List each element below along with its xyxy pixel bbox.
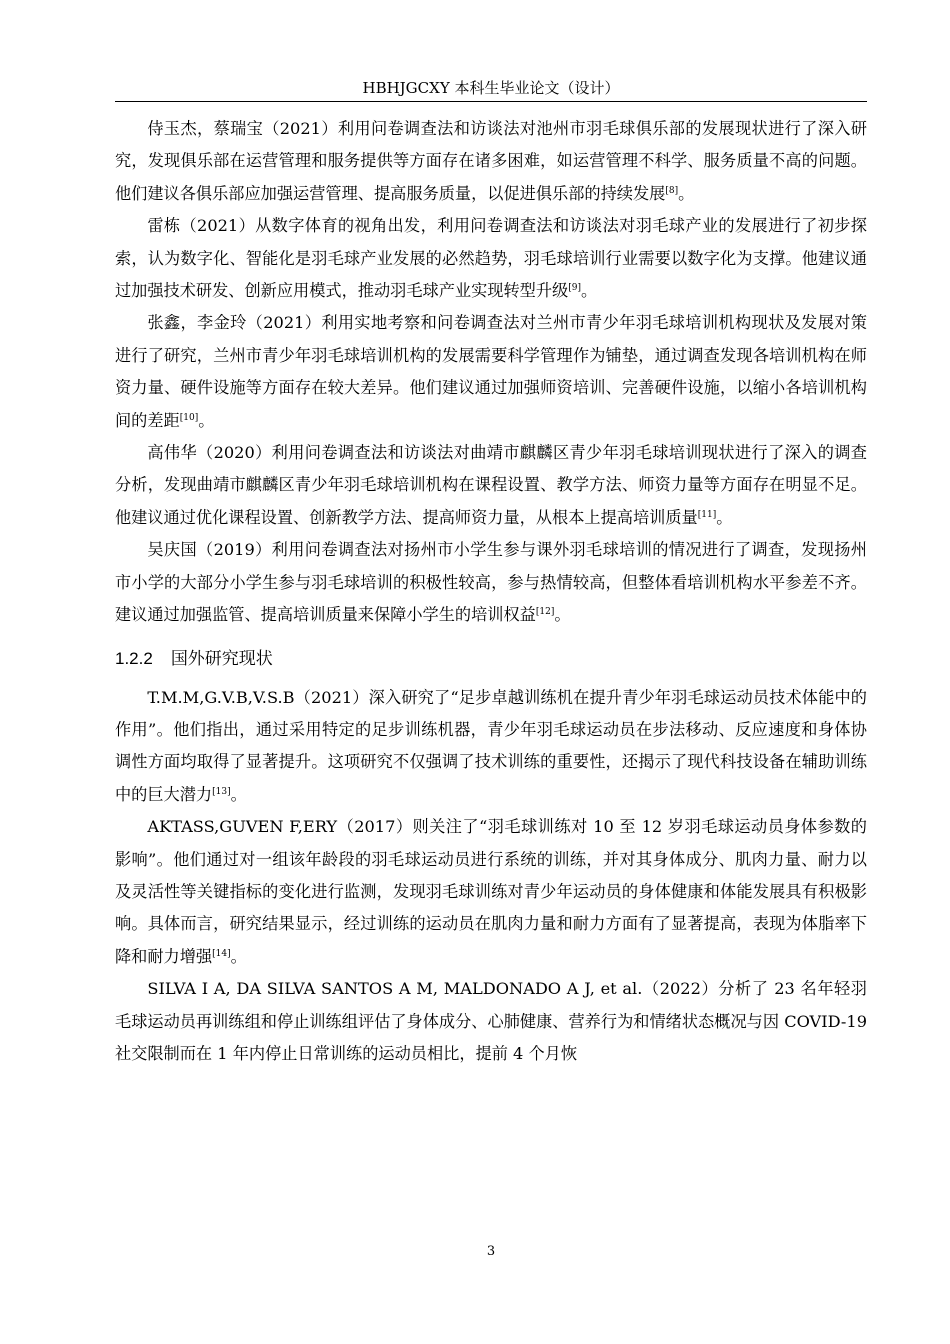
- citation-ref: [10]: [179, 412, 199, 423]
- paragraph-text: 吴庆国（2019）利用问卷调查法对扬州市小学生参与课外羽毛球培训的情况进行了调查，发现扬州市小学的大部分小学生参与羽毛球培训的积极性较高，参与热情较高，但整体看培训机构水平参差不齐。建议通过加强监管、提高培训质量来保障小学生的培训权益: [115, 540, 867, 625]
- sentence-end: 。: [678, 183, 695, 203]
- paragraph-text: 雷栋（2021）从数字体育的视角出发，利用问卷调查法和访谈法对羽毛球产业的发展进行了初步探索，认为数字化、智能化是羽毛球产业发展的必然趋势，羽毛球培训行业需要以数字化为支撑。他建议通过加强技术研发、创新应用模式，推动羽毛球产业实现转型升级: [115, 216, 867, 301]
- paragraph: [115, 437, 867, 534]
- sentence-end: 。: [554, 605, 571, 625]
- sentence-end: 。: [198, 410, 215, 430]
- sentence-end: 。: [716, 507, 733, 527]
- citation-ref: [14]: [212, 948, 231, 959]
- paragraph: [115, 534, 867, 631]
- paragraph-text: 高伟华（2020）利用问卷调查法和访谈法对曲靖市麒麟区青少年羽毛球培训现状进行了深入的调查分析，发现曲靖市麒麟区青少年羽毛球培训机构在课程设置、教学方法、师资力量等方面存在明显不足。他建议通过优化课程设置、创新教学方法、提高师资力量，从根本上提高培训质量: [115, 443, 867, 527]
- paragraph-text: SILVA I A, DA SILVA SANTOS A M, MALDONADO A J, et al.（2022）分析了 23 名年轻羽毛球运动员再训练组和停止训练组评估了身体成分、心肺健康、营养行为和情绪状态概况与因 COVID-19 社交限制而在 1 年内停止日常训练的运动员相比，提前 4 个月恢: [115, 979, 867, 1063]
- sentence-end: 。: [581, 281, 598, 301]
- paragraph-text: T.M.M,G.V.B,V.S.B（2021）深入研究了“足步卓越训练机在提升青少年羽毛球运动员技术体能中的作用”。他们指出，通过采用特定的足步训练机器，青少年羽毛球运动员在步法移动、反应速度和身体协调性方面均取得了显著提升。这项研究不仅强调了技术训练的重要性，还揭示了现代科技设备在辅助训练中的巨大潜力: [115, 687, 867, 804]
- paragraph-text: AKTASS,GUVEN F,ERY（2017）则关注了“羽毛球训练对 10 至 12 岁羽毛球运动员身体参数的影响”。他们通过对一组该年龄段的羽毛球运动员进行系统的训练，并对其身体成分、肌肉力量、耐力以及灵活性等关键指标的变化进行监测，发现羽毛球训练对青少年运动员的身体健康和体能发展具有积极影响。具体而言，研究结果显示，经过训练的运动员在肌肉力量和耐力方面有了显著提高，表现为体脂率下降和耐力增强: [115, 817, 867, 966]
- citation-ref: [8]: [665, 185, 679, 196]
- paragraph: [115, 973, 867, 1070]
- paragraph-text: 侍玉杰，蔡瑞宝（2021）利用问卷调查法和访谈法对池州市羽毛球俱乐部的发展现状进行了深入研究，发现俱乐部在运营管理和服务提供等方面存在诸多困难，如运营管理不科学、服务质量不高的问题。他们建议各俱乐部应加强运营管理、提高服务质量，以促进俱乐部的持续发展: [115, 119, 867, 203]
- body-text: [115, 113, 867, 1070]
- section-number: 1.2.2: [115, 648, 153, 668]
- paragraph-text: 张鑫，李金玲（2021）利用实地考察和问卷调查法对兰州市青少年羽毛球培训机构现状及发展对策进行了研究，兰州市青少年羽毛球培训机构的发展需要科学管理作为铺垫，通过调查发现各培训机构在师资力量、硬件设施等方面存在较大差异。他们建议通过加强师资培训、完善硬件设施，以缩小各培训机构间的差距: [115, 313, 867, 430]
- section-title: 国外研究现状: [170, 648, 273, 669]
- citation-ref: [12]: [535, 607, 555, 618]
- paragraph: [115, 210, 867, 307]
- sentence-end: 。: [230, 946, 247, 966]
- section-heading: [115, 644, 867, 674]
- paragraph: [115, 682, 867, 812]
- page-number: 3: [486, 1244, 496, 1259]
- citation-ref: [9]: [568, 283, 581, 294]
- paragraph: [115, 113, 867, 210]
- header-divider: [115, 101, 867, 102]
- paragraph: [115, 811, 867, 973]
- page-header: HBHJGCXY 本科生毕业论文（设计）: [362, 79, 620, 97]
- citation-ref: [13]: [212, 786, 231, 797]
- sentence-end: 。: [230, 784, 247, 804]
- paragraph: [115, 307, 867, 437]
- citation-ref: [11]: [697, 509, 717, 520]
